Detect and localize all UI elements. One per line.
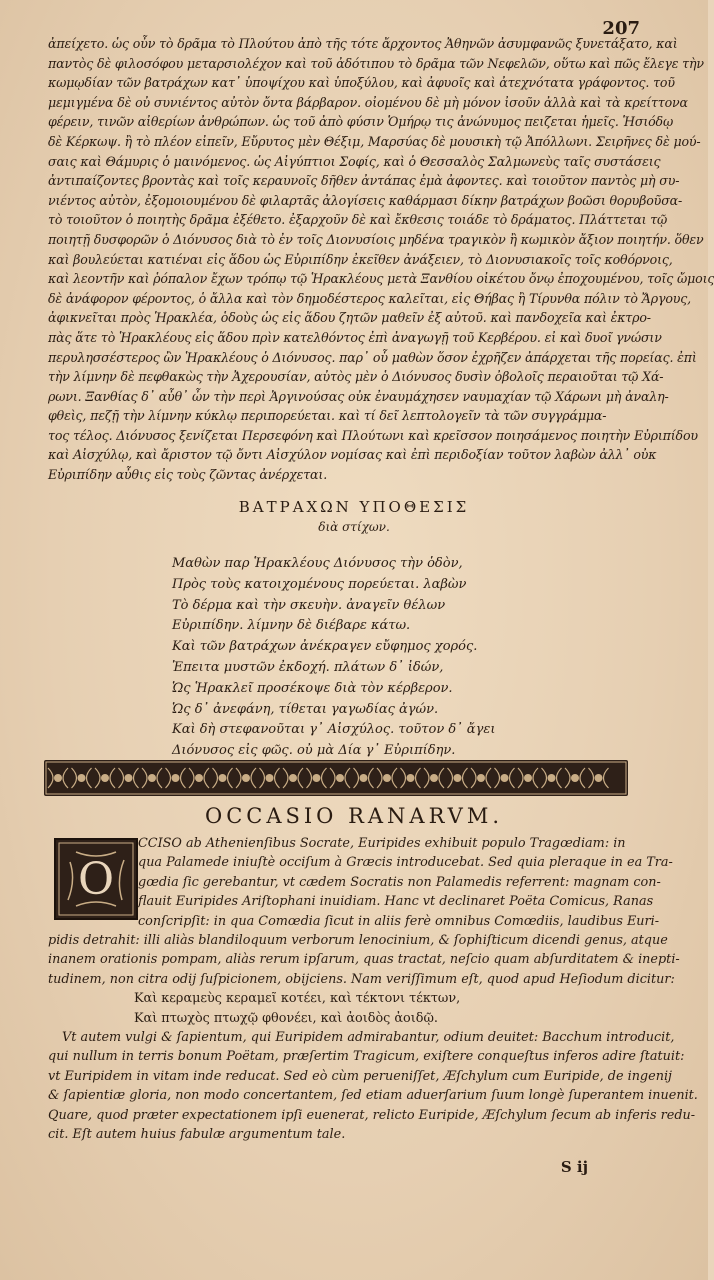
occasio-line: gœdia ſic gerebantur, vt cædem Socratis non Palamedis referrent: magnam con-	[138, 874, 661, 890]
occasio-line: flauit Euripides Ariſtophani inuidiam. Hanc vt declinaret Poëta Comicus, Ranas	[138, 894, 654, 910]
signature-mark: S ij	[560, 1158, 588, 1176]
verse-line: Εὐριπίδην. λίμνην δὲ διέβαρε κάτω.	[172, 618, 411, 634]
occasio-line: Quare, quod præter expectationem ipſi euenerat, relicto Euripide, Æſchylum ſecum ab inferis redu-	[48, 1107, 696, 1123]
verse-line: Ὡς δ᾽ ἀνεφάνη, τίθεται γαγωδίας ἀγών.	[172, 701, 439, 717]
greek-line: νιέντος αὐτὸν, ἐξομοιουμένου δὲ φιλαρτᾶς ἀλογίσεις καθάρμασι δίκην βατράχων βοῶσι θορυβοῦσα-	[48, 192, 683, 208]
greek-line: ρωνι. Ξανθίας δ᾽ αὖθ᾽ ὦν τὴν περὶ Ἀργινούσας οὐκ ἐναυμάχησεν ναυμαχίαν τῷ Χάρωνι μὴ ἀναλη-	[48, 388, 669, 404]
hypothesis-verses	[172, 554, 642, 762]
greek-line: τὸ τοιοῦτον ὁ ποιητὴς δρᾶμα ἐξέθετο. ἐξαρχοῦν δὲ καὶ ἔκθεσις τοιάδε τὸ δράματος. Πλάττεται τῷ	[48, 212, 668, 228]
occasio-line: & ſapientiæ gloria, non modo concertantem, ſed etiam aduerſarium ſuum longè ſuperantem inuenit.	[48, 1088, 698, 1104]
occasio-line: pidis detrahit: illi aliàs blandiloquum verborum lenocinium, & ſophiſticum dicendi genus, atque	[48, 933, 668, 949]
verse-line: Ἐπειτα μυστῶν ἐκδοχή. πλάτων δ᾽ ἰδών,	[172, 659, 444, 675]
greek-line: ἀπείχετο. ὡς οὖν τὸ δρᾶμα τὸ Πλούτου ἀπὸ τῆς τότε ἄρχοντος Ἀθηνῶν ἀσυμφανῶς ξυνετάξατο, καὶ	[48, 36, 678, 51]
occasio-line: cit. Eſt autem huius fabulæ argumentum tale.	[48, 1127, 346, 1143]
greek-line: περυλησσέστερος ὢν Ἡρακλέους ὁ Διόνυσος. παρ᾽ οὗ μαθὼν ὅσον ἐχρῆζεν ἀπάρχεται τῆς πορείας. ἐπὶ	[48, 349, 697, 365]
greek-line: δὲ ἀνάφορον φέροντος, ὁ ἄλλα καὶ τὸν δημοδέστερος καλεῖται, εἰς Θήβας ἢ Τίρυνθα πόλιν τὸ Ἄργους,	[48, 290, 692, 306]
hypothesis-title: ΒΑΤΡΑΧΩΝ ΥΠΟΘΕΣΙΣ	[238, 498, 470, 516]
decorative-ornament-band	[44, 760, 628, 796]
greek-line: τὴν λίμνην δὲ πεφθακὼς τὴν Ἀχερουσίαν, αὐτὸς μὲν ὁ Διόνυσος δυσὶν ὀβολοῖς περαιοῦται τῷ Χά-	[48, 369, 664, 385]
occasio-title: OCCASIO RANARVM.	[204, 804, 503, 828]
greek-line: τος τέλος. Διόνυσος ξενίζεται Περσεφόνη καὶ Πλούτωνι καὶ κρεῖσσον ποιησάμενος ποιητὴν Εὐριπίδου	[48, 427, 698, 443]
greek-line: σαις καὶ Θάμυρις ὁ μαινόμενος. ὡς Αἰγύπτιοι Σοφίς, καὶ ὁ Θεσσαλὸς Σαλμωνεὺς ταῖς συστάσεις	[48, 153, 661, 169]
greek-line: καὶ λεοντῆν καὶ ῥόπαλον ἔχων τρόπῳ τῷ Ἡρακλέους μετὰ Ξανθίου οἰκέτου ὄνῳ ἐποχουμένου, τοῖς ὤμοις	[48, 271, 714, 287]
greek-line: ἀφικνεῖται πρὸς Ἡρακλέα, ὁδοὺς ὡς εἰς ἅδου ζητῶν μαθεῖν ἐξ αὐτοῦ. καὶ πανδοχεῖα καὶ ἐκτρο-	[48, 310, 651, 326]
greek-line: κωμῳδίαν τῶν βατράχων κατ᾽ ὑποψίχου καὶ ὑποξύλου, καὶ ἀφυοῖς καὶ ἀτεχνότατα γράφοντος. τοῦ	[48, 75, 675, 91]
occasio-body	[48, 834, 698, 1145]
greek-line: μεμιγμένα δὲ οὐ συνιέντος αὐτὸν ὄντα βάρβαρον. οἰομένου δὲ μὴ μόνον ἰσοῦν ἀλλὰ καὶ τὰ κρείττονα	[48, 94, 688, 110]
occasio-line: conſcripſit: in qua Comœdia ſicut in aliis ferè omnibus Comœdiis, laudibus Euri-	[138, 913, 660, 929]
occasio-line: vt Euripidem in vitam inde reducat. Sed eò cùm perueniſſet, Æſchylum cum Euripide, de ingenij	[48, 1068, 673, 1084]
greek-introduction-paragraph	[48, 34, 714, 485]
verse-line: Πρὸς τοὺς κατοιχομένους πορεύεται. λαβὼν	[172, 576, 467, 592]
hesiod-quote-line: Καὶ πτωχὸς πτωχῷ φθονέει, καὶ ἀοιδὸς ἀοιδῷ.	[134, 1010, 438, 1026]
occasio-line: CCISO ab Athenienſibus Socrate, Euripides exhibuit populo Tragœdiam: in	[138, 836, 626, 851]
greek-line: δὲ Κέρκωψ. ἢ τὸ πλέον εἰπεῖν, Εὔρυτος μὲν Θέξιμ, Μαρσύας δὲ μουσικὴ τῷ Ἀπόλλωνι. Σειρῆνες δὲ μού-	[48, 133, 701, 149]
verse-line: Τὸ δέρμα καὶ τὴν σκευὴν. ἀναγεῖν θέλων	[172, 597, 446, 613]
occasio-line: inanem orationis pompam, aliàs rerum ipſarum, quas tractat, neſcio quam abſurditatem & inepti-	[48, 952, 680, 968]
occasio-line: tudinem, non citra odij ſuſpicionem, obijciens. Nam veriſſimum eſt, quod apud Heſiodum dicitur:	[48, 971, 675, 987]
occasio-line: qua Palamede iniuſtè occiſum à Græcis introducebat. Sed quia pleraque in ea Tra-	[138, 855, 673, 871]
verse-line: Διόνυσος εἰς φῶς. οὐ μὰ Δία γ᾽ Εὐριπίδην.	[172, 743, 456, 759]
hypothesis-subtitle: διὰ στίχων.	[318, 520, 390, 534]
verse-line: Καὶ δὴ στεφανοῦται γ᾽ Αἰσχύλος. τοῦτον δ᾽ ἄγει	[172, 722, 496, 738]
greek-line: φθεὶς, πεζῇ τὴν λίμνην κύκλῳ περιπορεύεται. καὶ τί δεῖ λεπτολογεῖν τὰ τῶν συγγράμμα-	[48, 408, 607, 424]
greek-line: παντὸς δὲ φιλοσόφου μεταρσιολέχον καὶ τοῦ ἀδότιπου τὸ δρᾶμα τῶν Νεφελῶν, οὕτω καὶ πῶς ἔλεγε τὴν	[48, 55, 704, 71]
greek-line: πὰς ἅτε τὸ Ἡρακλέους εἰς ἅδου πρὶν κατελθόντος ἐπὶ ἀναγωγῇ τοῦ Κερβέρου. εἰ καὶ δυοῖ γνώσιν	[48, 329, 662, 345]
ornament-pattern-icon	[44, 760, 628, 796]
greek-line: καὶ βουλεύεται κατιέναι εἰς ἅδου ὡς Εὐριπίδην ἐκεῖθεν ἀνάξειεν, τὸ Διονυσιακοῖς τοῖς κοθόρνοις,	[48, 251, 673, 267]
hesiod-quote-line: Καὶ κεραμεὺς κεραμεῖ κοτέει, καὶ τέκτονι τέκτων,	[134, 991, 461, 1007]
verse-line: Ὡς Ἡρακλεῖ προσέκοψε διὰ τὸν κέρβερον.	[172, 680, 453, 696]
greek-line: ποιητῇ δυσφορῶν ὁ Διόνυσος διὰ τὸ ἐν τοῖς Διονυσίοις μηδένα τραγικὸν ἢ κωμικὸν ἄξιον ποιητήν. ὅθεν	[48, 231, 704, 247]
verse-line: Καὶ τῶν βατράχων ἀνέκραγεν εὔφημος χορός.	[172, 639, 478, 655]
page-number: 207	[602, 18, 640, 39]
occasio-line: Vt autem vulgi & ſapientum, qui Euripidem admirabantur, odium deuitet: Bacchum introducit,	[62, 1030, 675, 1046]
greek-line: Εὐριπίδην αὖθις εἰς τοὺς ζῶντας ἀνέρχεται.	[48, 467, 328, 483]
verse-line: Μαθὼν παρ Ἡρακλέους Διόνυσος τὴν ὁδὸν,	[172, 556, 463, 571]
initial-letter: O	[77, 854, 115, 905]
greek-line: φέρειν, τινῶν αἰθερίων ἀνθρώπων. ὡς τοῦ ἀπὸ φύσιν Ὁμήρῳ τις ἀνώνυμος πειζεται ἡμεῖς. Ἡσιόδῳ	[48, 114, 674, 130]
greek-line: ἀντιπαίζοντες βροντὰς καὶ τοῖς κεραυνοῖς δῆθεν ἀντάπας ἐμὰ ἀφοντες. καὶ τοιοῦτον παντὸς μὴ συ-	[48, 173, 680, 189]
occasio-line: qui nullum in terris bonum Poëtam, præſertim Tragicum, exiſtere conqueſtus inferos adire ſtatuit:	[48, 1049, 685, 1065]
greek-line: καὶ Αἰσχύλῳ, καὶ ἄριστον τῷ ὄντι Αἰσχύλον νομίσας καὶ ἐπὶ περιδοξίαν τοῦτον λαβὼν ἀλλ᾽ οὐκ	[48, 447, 657, 463]
